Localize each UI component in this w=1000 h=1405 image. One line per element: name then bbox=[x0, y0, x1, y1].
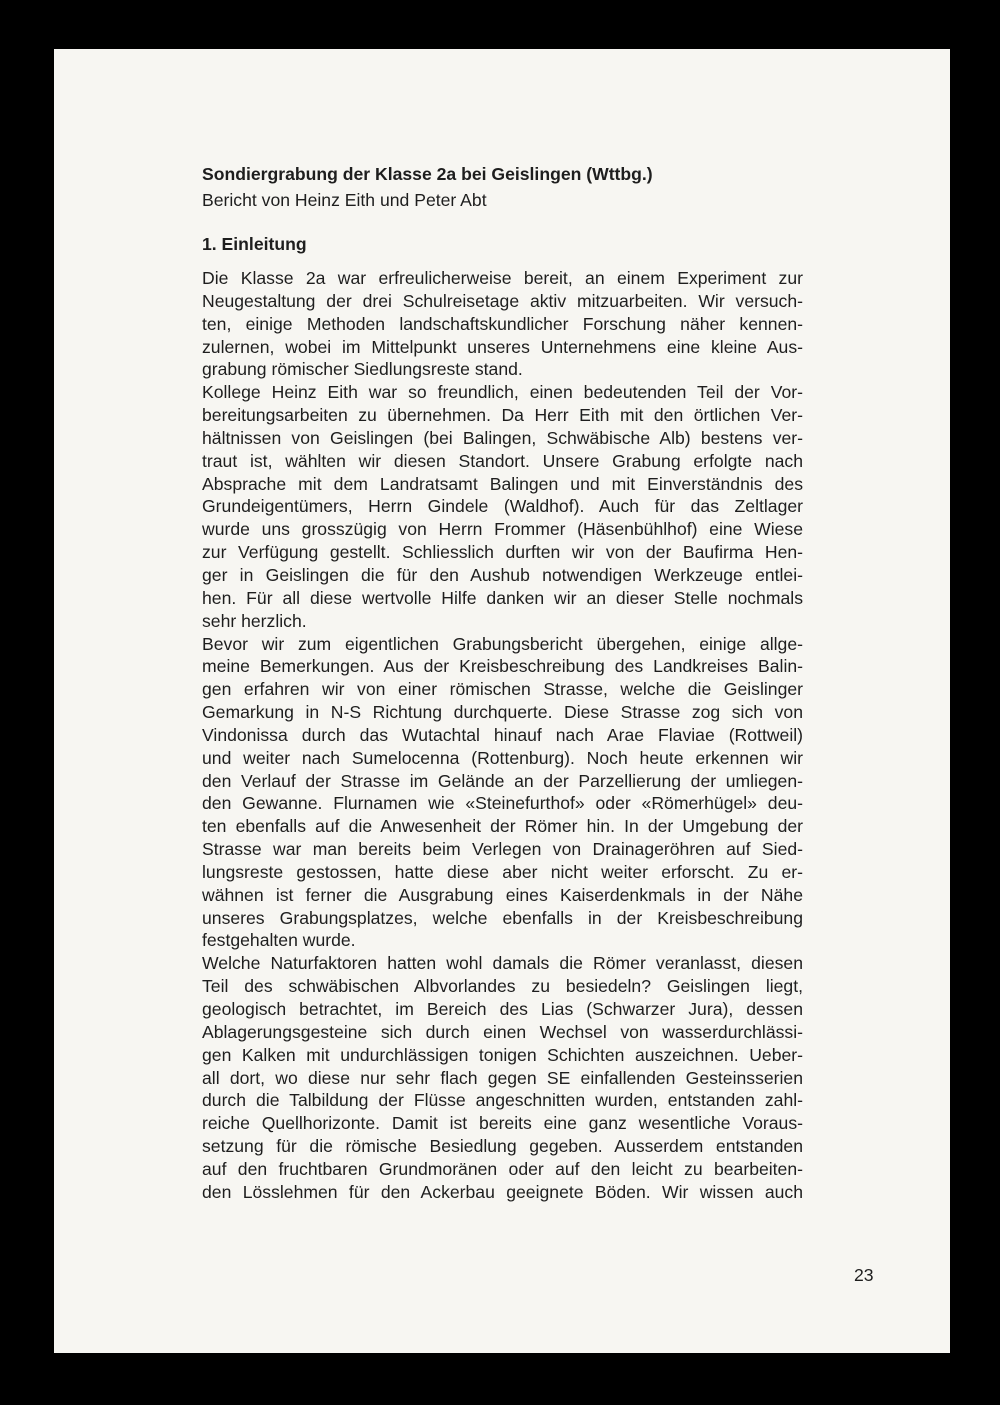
text-line: zulernen, wobei im Mittelpunkt unseres Unternehmens eine kleine Aus- bbox=[202, 336, 803, 357]
text-line: Welche Naturfaktoren hatten wohl damals die Römer veranlasst, diesen bbox=[202, 953, 803, 974]
text-line: Bevor wir zum eigentlichen Grabungsbericht übergehen, einige allge- bbox=[202, 633, 803, 654]
text-line: geologisch betrachtet, im Bereich des Lias (Schwarzer Jura), dessen bbox=[202, 999, 803, 1019]
text-line: Die Klasse 2a war erfreulicherweise bereit, an einem Experiment zur bbox=[202, 268, 803, 288]
text-line: Ablagerungsgesteine sich durch einen Wechsel von wasserdurchlässi- bbox=[202, 1021, 803, 1042]
text-line: wurde uns grosszügig von Herrn Frommer (Häsenbühlhof) eine Wiese bbox=[202, 519, 803, 540]
text-line: Neugestaltung der drei Schulreisetage aktiv mitzuarbeiten. Wir versuch- bbox=[202, 290, 803, 311]
text-line: den Lösslehmen für den Ackerbau geeignete Böden. Wir wissen auch bbox=[202, 1181, 803, 1202]
section-heading: 1. Einleitung bbox=[202, 234, 307, 254]
text-line: durch die Talbildung der Flüsse angeschnitten wurden, entstanden zahl- bbox=[202, 1090, 803, 1111]
paragraphs-container bbox=[202, 267, 803, 1204]
text-line: auf den fruchtbaren Grundmoränen oder auf den leicht zu bearbeiten- bbox=[202, 1158, 803, 1179]
article-body bbox=[202, 161, 803, 1204]
paragraph bbox=[202, 267, 803, 381]
text-line: sehr herzlich. bbox=[202, 610, 307, 631]
article-title: Sondiergrabung der Klasse 2a bei Geislingen (Wttbg.) bbox=[202, 164, 653, 184]
text-line: Gemarkung in N-S Richtung durchquerte. Diese Strasse zog sich von bbox=[202, 702, 803, 723]
paragraph bbox=[202, 952, 803, 1203]
text-line: lungsreste gestossen, hatte diese aber nicht weiter erforscht. Zu er- bbox=[202, 861, 803, 882]
text-line: ger in Geislingen die für den Aushub notwendigen Werkzeuge entlei- bbox=[202, 564, 803, 585]
text-line: Teil des schwäbischen Albvorlandes zu besiedeln? Geislingen liegt, bbox=[202, 976, 803, 997]
article-byline: Bericht von Heinz Eith und Peter Abt bbox=[202, 190, 487, 210]
text-line: ten, einige Methoden landschaftskundlicher Forschung näher kennen- bbox=[202, 313, 803, 334]
text-line: Kollege Heinz Eith war so freundlich, einen bedeutenden Teil der Vor- bbox=[202, 382, 803, 403]
text-line: meine Bemerkungen. Aus der Kreisbeschreibung des Landkreises Balin- bbox=[202, 656, 803, 677]
text-line: Vindonissa durch das Wutachtal hinauf nach Arae Flaviae (Rottweil) bbox=[202, 724, 803, 745]
text-line: gen Kalken mit undurchlässigen tonigen Schichten auszeichnen. Ueber- bbox=[202, 1044, 803, 1065]
text-line: den Gewanne. Flurnamen wie «Steinefurthof» oder «Römerhügel» deu- bbox=[202, 793, 803, 814]
text-line: ten ebenfalls auf die Anwesenheit der Römer hin. In der Umgebung der bbox=[202, 816, 803, 837]
text-line: setzung für die römische Besiedlung gegeben. Ausserdem entstanden bbox=[202, 1136, 803, 1157]
text-line: Grundeigentümers, Herrn Gindele (Waldhof). Auch für das Zeltlager bbox=[202, 496, 803, 517]
text-line: festgehalten wurde. bbox=[202, 930, 356, 951]
text-line: hen. Für all diese wertvolle Hilfe danken wir an dieser Stelle nochmals bbox=[202, 587, 803, 608]
text-line: unseres Grabungsplatzes, welche ebenfalls in der Kreisbeschreibung bbox=[202, 907, 803, 928]
text-line: reiche Quellhorizonte. Damit ist bereits eine ganz wesentliche Voraus- bbox=[202, 1113, 803, 1134]
page-sheet bbox=[54, 49, 950, 1353]
text-line: zur Verfügung gestellt. Schliesslich durften wir von der Baufirma Hen- bbox=[202, 542, 803, 563]
page-number: 23 bbox=[854, 1265, 874, 1285]
text-line: hältnissen von Geislingen (bei Balingen, Schwäbische Alb) bestens ver- bbox=[202, 427, 803, 448]
paragraph bbox=[202, 633, 803, 953]
text-line: Absprache mit dem Landratsamt Balingen und mit Einverständnis des bbox=[202, 473, 803, 494]
text-line: traut ist, wählten wir diesen Standort. Unsere Grabung erfolgte nach bbox=[202, 450, 803, 471]
paragraph bbox=[202, 381, 803, 632]
text-line: bereitungsarbeiten zu übernehmen. Da Herr Eith mit den örtlichen Ver- bbox=[202, 405, 803, 426]
text-line: wähnen ist ferner die Ausgrabung eines Kaiserdenkmals in der Nähe bbox=[202, 884, 803, 905]
text-line: gen erfahren wir von einer römischen Strasse, welche die Geislinger bbox=[202, 679, 803, 700]
text-line: und weiter nach Sumelocenna (Rottenburg). Noch heute erkennen wir bbox=[202, 747, 803, 768]
text-line: grabung römischer Siedlungsreste stand. bbox=[202, 359, 523, 380]
text-line: den Verlauf der Strasse im Gelände an der Parzellierung der umliegen- bbox=[202, 770, 803, 791]
text-line: Strasse war man bereits beim Verlegen von Drainageröhren auf Sied- bbox=[202, 839, 803, 860]
text-line: all dort, wo diese nur sehr flach gegen SE einfallenden Gesteinsserien bbox=[202, 1067, 803, 1088]
